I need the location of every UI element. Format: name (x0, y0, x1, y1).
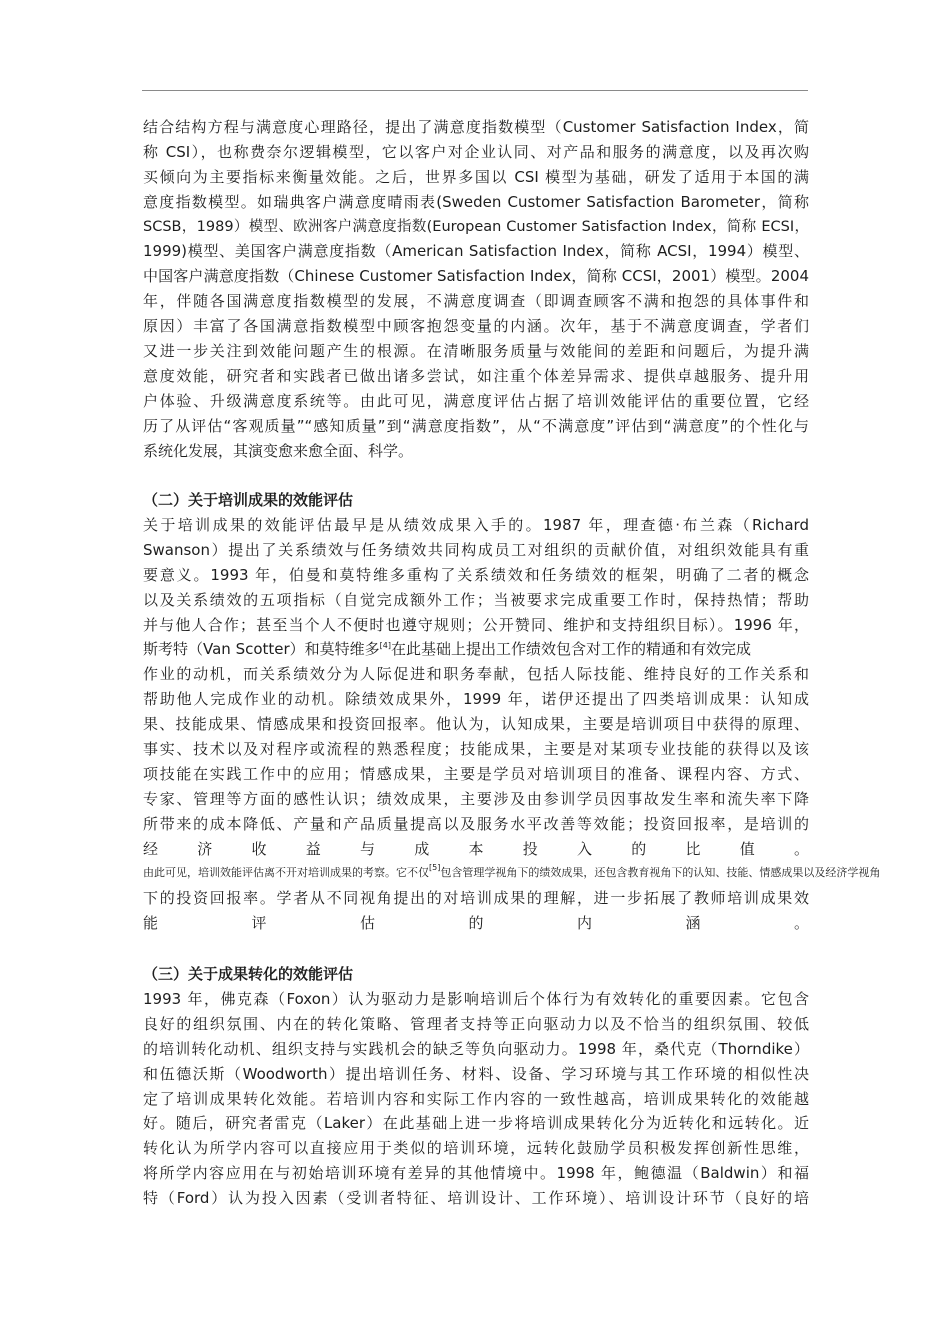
text-line: 帮助他人完成作业的动机。除绩效成果外，1999 年，诺伊还提出了四类培训成果：认知成 (143, 690, 809, 709)
text-line: 结合结构方程与满意度心理路径，提出了满意度指数模型（Customer Satisfaction Index，简 (143, 118, 809, 136)
section-heading-training-outcomes (143, 488, 809, 513)
text-line: 中国客户满意度指数（Chinese Customer Satisfaction Index，简称 CCSI，2001）模型。2004 (143, 267, 809, 286)
header-rule (142, 90, 808, 91)
text-line: 的培训转化动机、组织支持与实践机会的缺乏等负向驱动力。1998 年，桑代克（Thorndike） (143, 1039, 809, 1058)
text-line: 以及关系绩效的五项指标（自觉完成额外工作；当被要求完成重要工作时，保持热情；帮助 (143, 590, 809, 609)
text-line: 项技能在实践工作中的应用；情感成果，主要是学员对培训项目的准备、课程内容、方式、 (143, 764, 809, 783)
text-line: 户体验、升级满意度系统等。由此可见，满意度评估占据了培训效能评估的重要位置，它经 (143, 391, 809, 410)
text-segment: 包含管理学视角下的绩效成果，还包含教育视角下的认知、技能、情感成果以及经济学视角 (440, 866, 881, 880)
text-line: 转化认为所学内容可以直接应用于类似的培训环境，远转化鼓励学员积极发挥创新性思维， (143, 1139, 809, 1158)
text-line: 1999)模型、美国客户满意度指数（American Satisfaction Index，简称 ACSI，1994）模型、 (143, 242, 809, 261)
text-line: 原因）丰富了各国满意指数模型中顾客抱怨变量的内涵。次年，基于不满意度调查，学者们 (143, 317, 809, 336)
text-line: 良好的组织氛围、内在的转化策略、管理者支持等正向驱动力以及不恰当的组织氛围、较低 (143, 1014, 809, 1033)
text-line: Swanson）提出了关系绩效与任务绩效共同构成员工对组织的贡献价值，对组织效能具有重 (143, 540, 809, 559)
text-line (143, 936, 809, 961)
text-line: 作业的动机，而关系绩效分为人际促进和职务奉献，包括人际技能、维持良好的工作关系和 (143, 665, 809, 684)
text-line: 果、技能成果、情感成果和投资回报率。他认为，认知成果，主要是培训项目中获得的原理、 (143, 715, 809, 734)
paragraph-training-outcomes (143, 513, 881, 961)
text-line: 和伍德沃斯（Woodworth）提出培训任务、材料、设备、学习环境与其工作环境的相似性决 (143, 1064, 809, 1083)
paragraph-transfer (143, 987, 809, 1211)
text-line: 定了培训成果转化效能。若培训内容和实际工作内容的一致性越高，培训成果转化的效能越 (143, 1089, 809, 1108)
text-line: 并与他人合作；甚至当个人不便时也遵守规则；公开赞同、维护和支持组织目标）。1996 年， (143, 615, 809, 634)
text-line: 将所学内容应用在与初始培训环境有差异的其他情境中。1998 年，鲍德温（Baldwin）和福 (143, 1164, 809, 1183)
text-line: 所带来的成本降低、产量和产品质量提高以及服务水平改善等效能；投资回报率，是培训的 (143, 814, 809, 833)
text-line: 意度效能，研究者和实践者已做出诸多尝试，如注重个体差异需求、提供卓越服务、提升用 (143, 366, 809, 385)
section-heading-transfer (143, 962, 809, 987)
text-line (143, 861, 881, 886)
text-line: 又进一步关注到效能问题产生的根源。在清晰服务质量与效能间的差距和问题后，为提升满 (143, 342, 809, 361)
citation-marker: [4] (379, 641, 392, 651)
section-heading: （三）关于成果转化的效能评估 (143, 965, 354, 983)
text-line: 好。随后，研究者雷克（Laker）在此基础上进一步将培训成果转化分为近转化和远转化。近 (143, 1114, 809, 1133)
text-line: 年，伴随各国满意度指数模型的发展，不满意度调查（即调查顾客不满和抱怨的具体事件和 (143, 292, 809, 311)
text-line: 要意义。1993 年，伯曼和莫特维多重构了关系绩效和任务绩效的框架，明确了二者的概念 (143, 565, 809, 584)
text-line: 经济收益与成本投入的比值。 (143, 839, 809, 858)
text-line: 意度指数模型。如瑞典客户满意度晴雨表(Sweden Customer Satisfaction Barometer，简称 (143, 192, 809, 211)
text-line: 下的投资回报率。学者从不同视角提出的对培训成果的理解，进一步拓展了教师培训成果效 (143, 889, 809, 908)
text-line (143, 637, 809, 662)
text-line: 称 CSI），也称费奈尔逻辑模型，它以客户对企业认同、对产品和服务的满意度，以及再次购 (143, 142, 809, 161)
text-line: 关于培训成果的效能评估最早是从绩效成果入手的。1987 年，理查德·布兰森（Richard (143, 516, 809, 534)
text-segment: 在此基础上提出工作绩效包含对工作的精通和有效完成 (391, 640, 752, 659)
text-line: 系统化发展，其演变愈来愈全面、科学。 (143, 441, 414, 460)
text-line: 专家、管理等方面的感性认识；绩效成果，主要涉及由参训学员因事故发生率和流失率下降 (143, 789, 809, 808)
text-segment: 斯考特（Van Scotter）和莫特维多 (143, 640, 380, 659)
citation-marker: [5] (429, 863, 441, 873)
text-line: SCSB，1989）模型、欧洲客户满意度指数(European Customer Satisfaction Index，简称 ECSI， (143, 218, 809, 235)
text-line: 买倾向为主要指标来衡量效能。之后，世界多国以 CSI 模型为基础，研发了适用于本国的满 (143, 167, 809, 186)
text-line: 1993 年，佛克森（Foxon）认为驱动力是影响培训后个体行为有效转化的重要因素。它包含 (143, 990, 809, 1008)
text-line: 能评估的内涵。 (143, 914, 809, 933)
paragraph-satisfaction-index (143, 115, 809, 463)
text-line: 事实、技术以及对程序或流程的熟悉程度；技能成果，主要是对某项专业技能的获得以及该 (143, 740, 809, 759)
text-segment: 由此可见，培训效能评估离不开对培训成果的考察。它不仅 (143, 866, 429, 880)
section-heading: （二）关于培训成果的效能评估 (143, 491, 354, 509)
text-line: 特（Ford）认为投入因素（受训者特征、培训设计、工作环境）、培训设计环节（良好的培 (143, 1189, 809, 1208)
text-line: 历了从评估“客观质量”“感知质量”到“满意度指数”，从“不满意度”评估到“满意度”的个性化与 (143, 416, 809, 435)
